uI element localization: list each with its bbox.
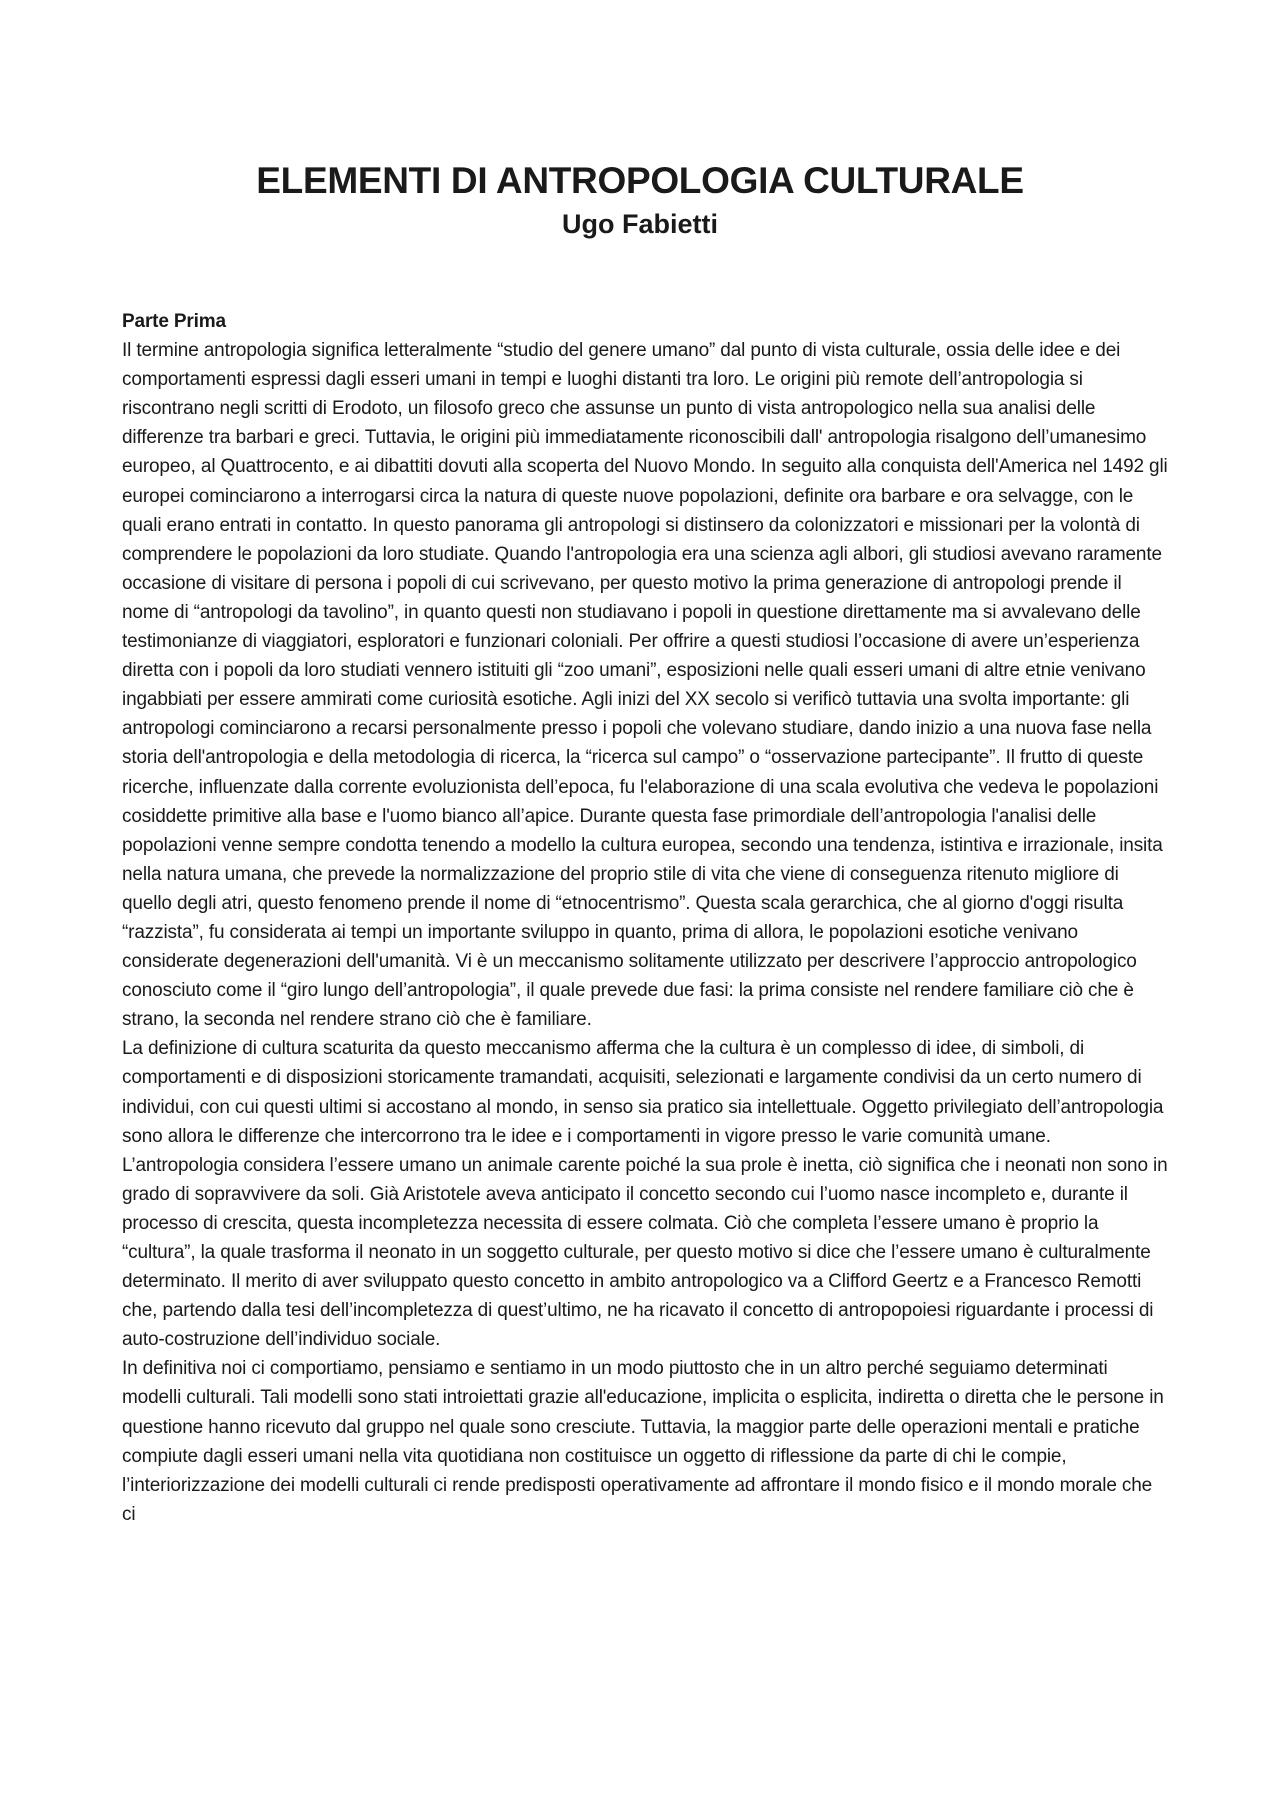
document-title: ELEMENTI DI ANTROPOLOGIA CULTURALE [256,160,1024,201]
paragraph-3: In definitiva noi ci comportiamo, pensiamo e sentiamo in un modo piuttosto che in un altro perché seguiamo determinati modelli culturali. Tali modelli sono stati introiettati grazie all'educazione, implicita o esplicita, indiretta o diretta che le persone in questione hanno ricevuto dal gruppo nel quale sono cresciute. Tuttavia, la maggior parte delle operazioni mentali e pratiche compiute dagli esseri umani nella vita quotidiana non costituisce un oggetto di riflessione da parte di chi le compie, l’interiorizzazione dei modelli culturali ci rende predisposti operativamente ad affrontare il mondo fisico e il mondo morale che ci [122,1358,1164,1525]
title-block [0,158,1280,244]
document-body [122,307,1168,1529]
document-author: Ugo Fabietti [562,209,718,239]
paragraph-2: La definizione di cultura scaturita da questo meccanismo afferma che la cultura è un complesso di idee, di simboli, di comportamenti e di disposizioni storicamente tramandati, acquisiti, selezionati e largamente condivisi da un certo numero di individui, con cui questi ultimi si accostano al mondo, in senso sia pratico sia intellettuale. Oggetto privilegiato dell’antropologia sono allora le differenze che intercorrono tra le idee e i comportamenti in vigore presso le varie comunità umane. L’antropologia considera l’essere umano un animale carente poiché la sua prole è inetta, ciò significa che i neonati non sono in grado di sopravvivere da soli. Già Aristotele aveva anticipato il concetto secondo cui l’uomo nasce incompleto e, durante il processo di crescita, questa incompletezza necessita di essere colmata. Ciò che completa l’essere umano è proprio la “cultura”, la quale trasforma il neonato in un soggetto culturale, per questo motivo si dice che l’essere umano è culturalmente determinato. Il merito di aver sviluppato questo concetto in ambito antropologico va a Clifford Geertz e a Francesco Remotti che, partendo dalla tesi dell’incompletezza di quest’ultimo, ne ha ricavato il concetto di antropopoiesi riguardante i processi di auto-costruzione dell’individuo sociale. [122,1038,1168,1351]
section-heading: Parte Prima [122,311,226,332]
paragraph-1: Il termine antropologia significa letteralmente “studio del genere umano” dal punto di vista culturale, ossia delle idee e dei comportamenti espressi dagli esseri umani in tempi e luoghi distanti tra loro. Le origini più remote dell’antropologia si riscontrano negli scritti di Erodoto, un filosofo greco che assunse un punto di vista antropologico nella sua analisi delle differenze tra barbari e greci. Tuttavia, le origini più immediatamente riconoscibili dall' antropologia risalgono dell’umanesimo europeo, al Quattrocento, e ai dibattiti dovuti alla scoperta del Nuovo Mondo. In seguito alla conquista dell'America nel 1492 gli europei cominciarono a interrogarsi circa la natura di queste nuove popolazioni, definite ora barbare e ora selvagge, con le quali erano entrati in contatto. In questo panorama gli antropologi si distinsero da colonizzatori e missionari per la volontà di comprendere le popolazioni da loro studiate. Quando l'antropologia era una scienza agli albori, gli studiosi avevano raramente occasione di visitare di persona i popoli di cui scrivevano, per questo motivo la prima generazione di antropologi prende il nome di “antropologi da tavolino”, in quanto questi non studiavano i popoli in questione direttamente ma si avvalevano delle testimonianze di viaggiatori, esploratori e funzionari coloniali. Per offrire a questi studiosi l’occasione di avere un’esperienza diretta con i popoli da loro studiati vennero istituiti gli “zoo umani”, esposizioni nelle quali esseri umani di altre etnie venivano ingabbiati per essere ammirati come curiosità esotiche. Agli inizi del XX secolo si verificò tuttavia una svolta importante: gli antropologi cominciarono a recarsi personalmente presso i popoli che volevano studiare, dando inizio a una nuova fase nella storia dell'antropologia e della metodologia di ricerca, la “ricerca sul campo” o “osservazione partecipante”. Il frutto di queste ricerche, influenzate dalla corrente evoluzionista dell’epoca, fu l'elaborazione di una scala evolutiva che vedeva le popolazioni cosiddette primitive alla base e l'uomo bianco all’apice. Durante questa fase primordiale dell’antropologia l'analisi delle popolazioni venne sempre condotta tenendo a modello la cultura europea, secondo una tendenza, istintiva e irrazionale, insita nella natura umana, che prevede la normalizzazione del proprio stile di vita che viene di conseguenza ritenuto migliore di quello degli atri, questo fenomeno prende il nome di “etnocentrismo”. Questa scala gerarchica, che al giorno d'oggi risulta “razzista”, fu considerata ai tempi un importante sviluppo in quanto, prima di allora, le popolazioni esotiche venivano considerate degenerazioni dell'umanità. Vi è un meccanismo solitamente utilizzato per descrivere l’approccio antropologico conosciuto come il “giro lungo dell’antropologia”, il quale prevede due fasi: la prima consiste nel rendere familiare ciò che è strano, la seconda nel rendere strano ciò che è familiare. [122,340,1168,1031]
